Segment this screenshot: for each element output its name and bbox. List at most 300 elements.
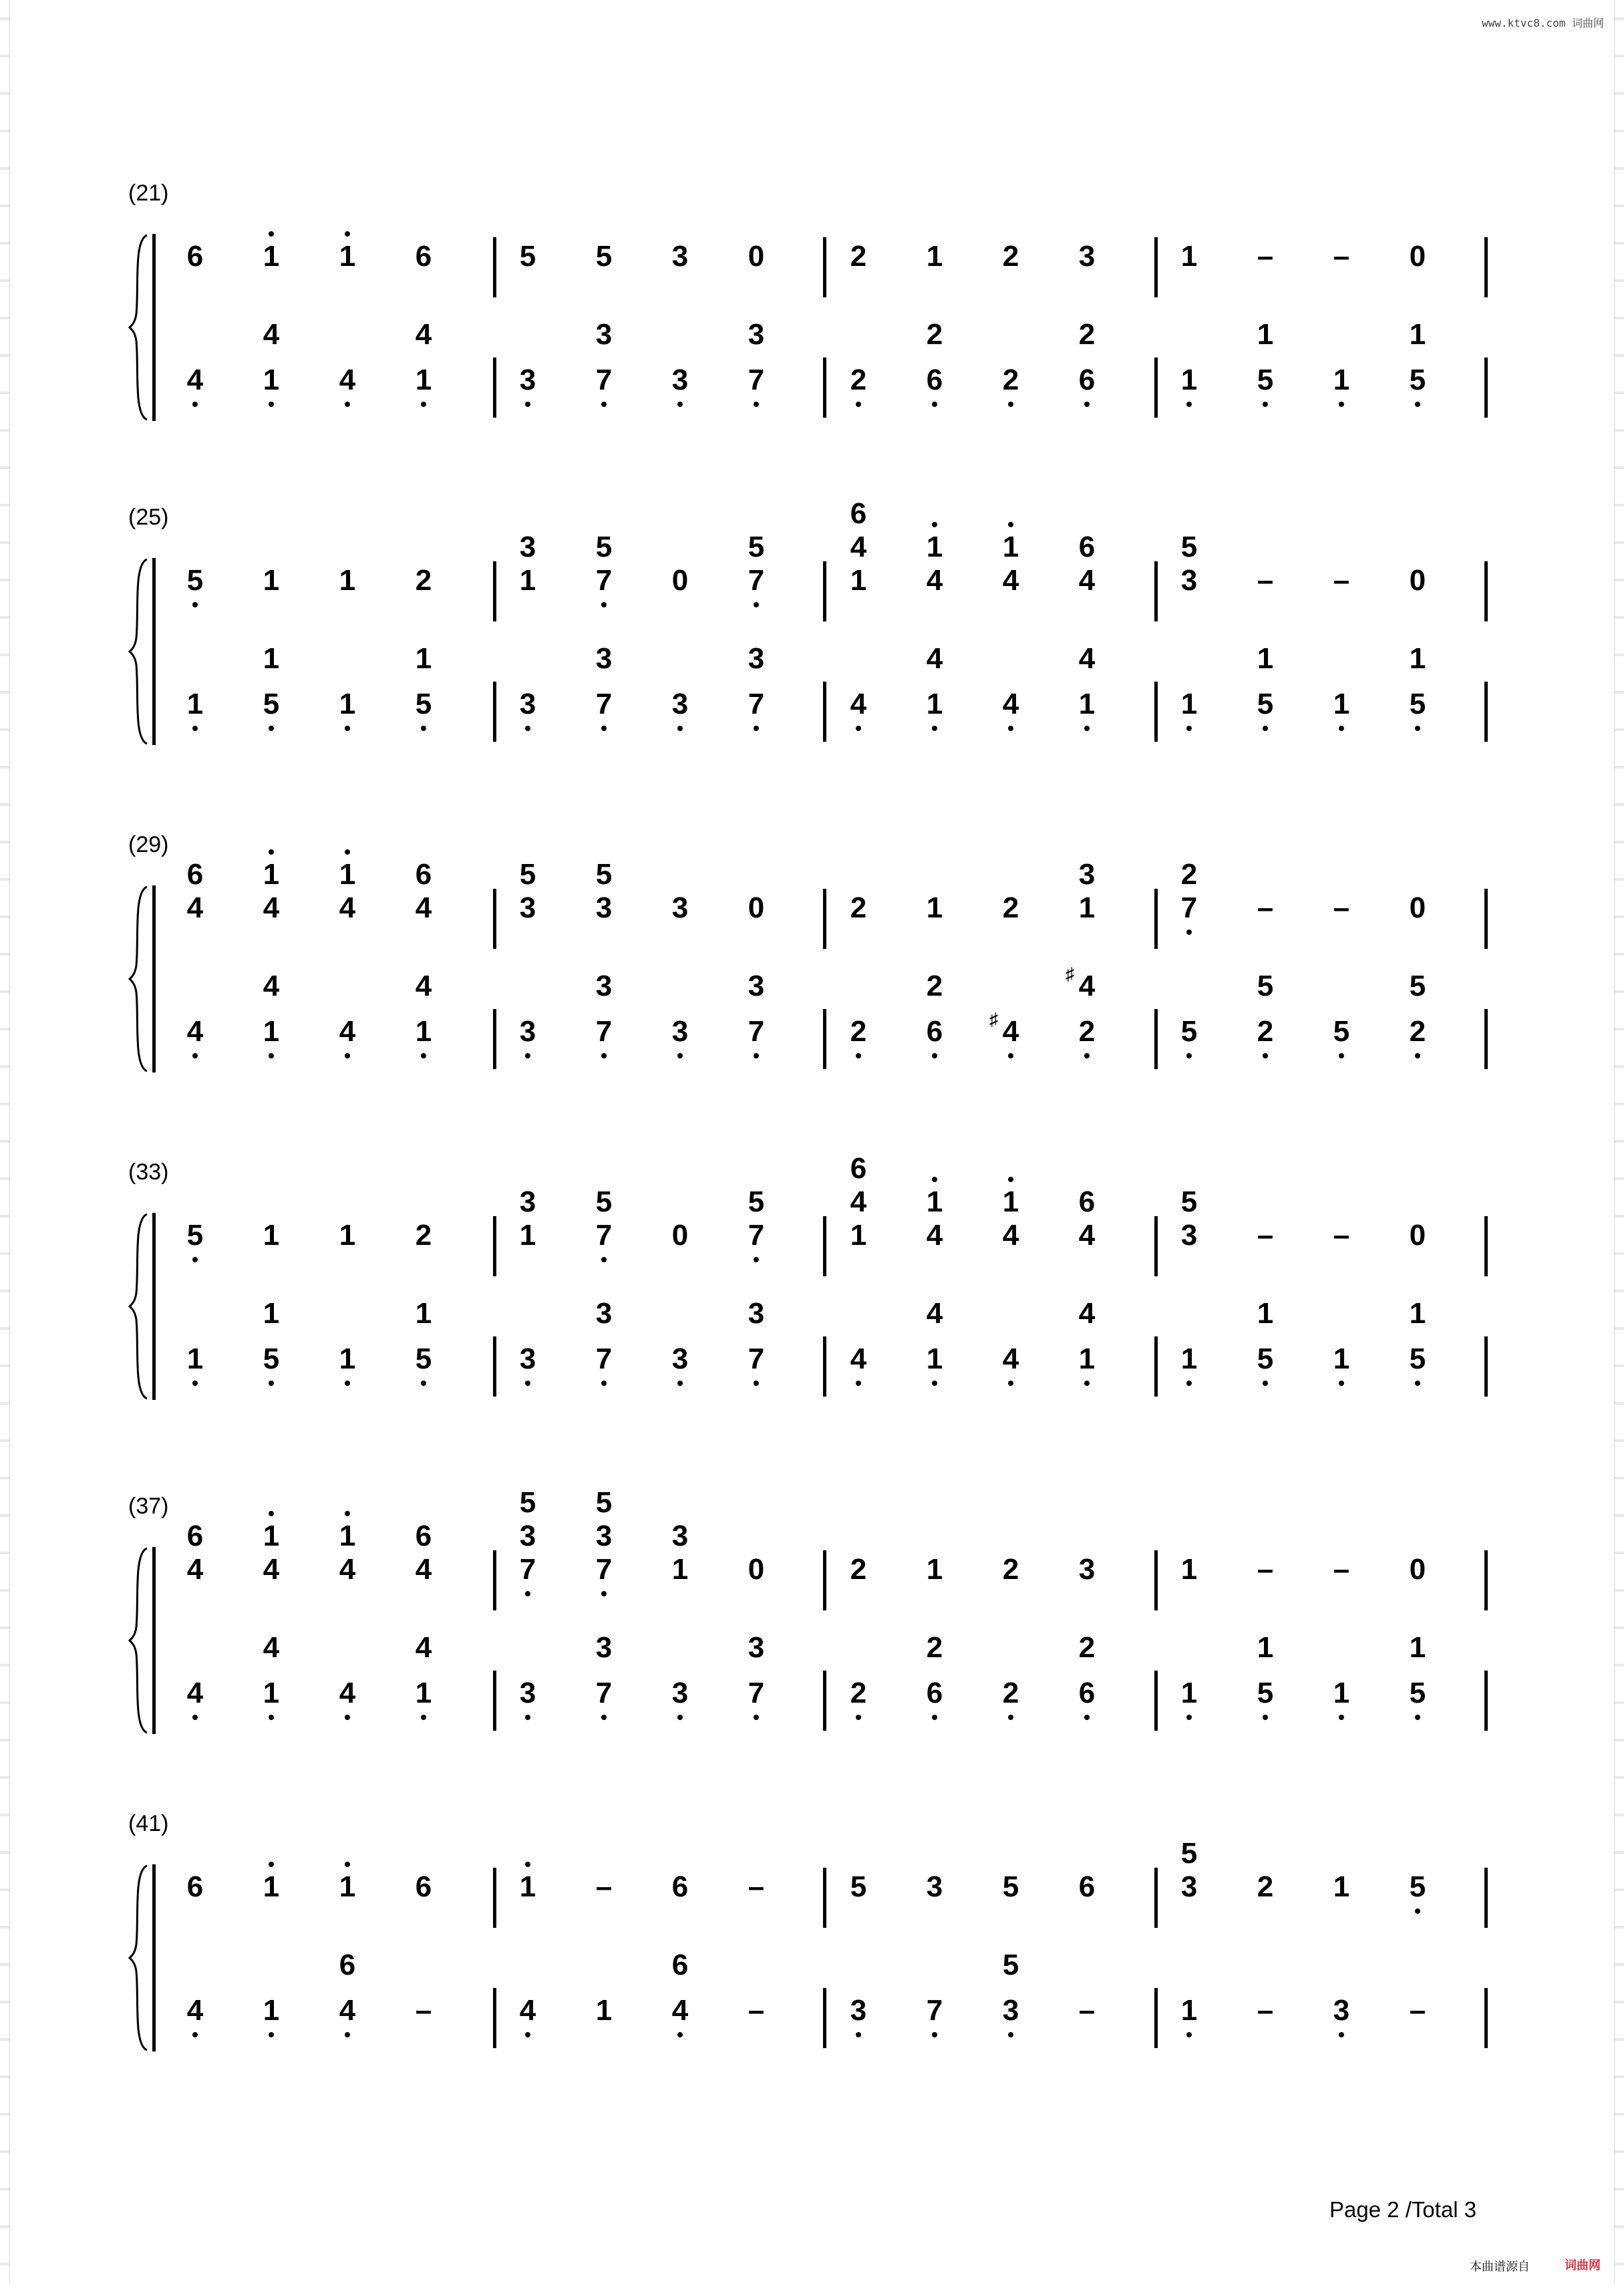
upper-note: 6	[850, 1152, 867, 1185]
octave-dot-above	[345, 849, 350, 855]
octave-dot-below	[269, 726, 274, 731]
lower-note: 1	[1409, 1297, 1426, 1330]
lower-note: 3	[519, 1015, 536, 1048]
octave-dot-below	[1084, 1381, 1090, 1386]
upper-note: 6	[415, 240, 432, 273]
lower-note: 3	[671, 1015, 689, 1048]
lower-note: 4	[339, 1994, 356, 2027]
octave-dot-below	[932, 1715, 937, 1720]
octave-dot-below	[601, 1053, 607, 1058]
upper-note: 0	[1409, 1553, 1426, 1586]
upper-note: 3	[595, 1520, 613, 1552]
octave-dot-below	[601, 602, 607, 607]
upper-note: 1	[263, 564, 280, 597]
barline	[823, 1336, 826, 1397]
lower-note: 2	[1257, 1015, 1274, 1048]
lower-note: –	[1409, 1994, 1426, 2027]
lower-note: 3	[595, 1631, 613, 1664]
upper-note: 2	[850, 240, 867, 273]
barline	[1154, 1550, 1158, 1610]
lower-note: 4	[1002, 688, 1019, 720]
lower-note: 2	[926, 970, 943, 1002]
lower-note: 4	[1002, 1015, 1019, 1048]
lower-note: 3	[748, 642, 765, 675]
octave-dot-below	[525, 1053, 530, 1058]
octave-dot-above	[345, 1862, 350, 1867]
lower-note: 1	[926, 688, 943, 720]
upper-note: 6	[186, 240, 204, 273]
octave-dot-above	[932, 522, 937, 527]
upper-note: 4	[1002, 1219, 1019, 1252]
octave-dot-below	[1084, 1715, 1090, 1720]
barline	[493, 682, 496, 742]
barline	[1484, 1868, 1488, 1928]
upper-note: –	[1333, 564, 1350, 597]
lower-note: –	[415, 1994, 432, 2027]
lower-note: 4	[415, 1631, 432, 1664]
upper-note: –	[1333, 1219, 1350, 1252]
upper-note: 5	[1002, 1870, 1019, 1903]
upper-note: 0	[1409, 1219, 1426, 1252]
upper-note: 3	[1078, 1553, 1096, 1586]
lower-note: 5	[415, 688, 432, 720]
octave-dot-above	[269, 1511, 274, 1516]
upper-note: 2	[850, 891, 867, 924]
lower-note: 1	[1333, 364, 1350, 396]
lower-note: 1	[1078, 688, 1096, 720]
upper-note: 3	[595, 891, 613, 924]
octave-dot-below	[601, 1715, 607, 1720]
lower-note: 1	[415, 1677, 432, 1709]
lower-note: 3	[748, 970, 765, 1002]
barline	[1154, 1216, 1158, 1276]
lower-note: 7	[748, 1342, 765, 1375]
octave-dot-below	[754, 726, 759, 731]
octave-dot-below	[1339, 1381, 1344, 1386]
octave-dot-below	[345, 2032, 350, 2037]
octave-dot-below	[1263, 1053, 1268, 1058]
lower-note: 1	[1333, 1677, 1350, 1709]
lower-note: 4	[263, 318, 280, 351]
octave-dot-below	[1008, 1715, 1013, 1720]
lower-note: 2	[1002, 1677, 1019, 1709]
lower-note: 3	[595, 642, 613, 675]
lower-note: 1	[1409, 318, 1426, 351]
grand-staff-brace	[127, 234, 154, 421]
upper-note: 1	[850, 1219, 867, 1252]
upper-note: 2	[1002, 240, 1019, 273]
octave-dot-above	[1008, 1177, 1013, 1182]
octave-dot-below	[1008, 2032, 1013, 2037]
octave-dot-above	[269, 1862, 274, 1867]
octave-dot-above	[345, 231, 350, 237]
upper-note: 2	[1002, 1553, 1019, 1586]
upper-note: 7	[1180, 891, 1198, 924]
octave-dot-below	[1263, 726, 1268, 731]
octave-dot-below	[677, 402, 683, 407]
upper-note: 4	[1078, 1219, 1096, 1252]
lower-note: 3	[519, 1342, 536, 1375]
octave-dot-below	[932, 2032, 937, 2037]
lower-note: 2	[926, 1631, 943, 1664]
upper-note: 1	[926, 891, 943, 924]
octave-dot-below	[932, 1053, 937, 1058]
octave-dot-below	[1415, 1908, 1420, 1914]
lower-note: 6	[1078, 364, 1096, 396]
octave-dot-below	[1339, 726, 1344, 731]
octave-dot-below	[345, 726, 350, 731]
lower-note: 1	[186, 688, 204, 720]
upper-note: 0	[748, 1553, 765, 1586]
barline	[823, 1009, 826, 1069]
upper-note: 6	[415, 858, 432, 891]
grand-staff-brace	[127, 1864, 154, 2051]
octave-dot-below	[677, 2032, 683, 2037]
lower-note: 6	[339, 1949, 356, 1981]
lower-note: 4	[186, 1677, 204, 1709]
octave-dot-above	[525, 1862, 530, 1867]
upper-note: 1	[926, 1185, 943, 1218]
lower-note: 4	[850, 1342, 867, 1375]
lower-note: 1	[1409, 642, 1426, 675]
octave-dot-below	[345, 402, 350, 407]
lower-note: 6	[926, 1015, 943, 1048]
upper-note: 1	[339, 1520, 356, 1552]
octave-dot-below	[856, 1381, 861, 1386]
lower-note: 3	[748, 1631, 765, 1664]
system-start-barline	[152, 1864, 156, 2051]
upper-note: 5	[519, 1486, 536, 1519]
upper-note: 0	[1409, 240, 1426, 273]
source-note: 本曲谱源自	[1470, 2260, 1530, 2273]
octave-dot-below	[192, 726, 198, 731]
lower-note: 4	[186, 364, 204, 396]
barline	[1484, 1216, 1488, 1276]
octave-dot-below	[1263, 1715, 1268, 1720]
lower-note: 5	[1257, 970, 1274, 1002]
upper-note: 5	[1409, 1870, 1426, 1903]
lower-note: 3	[748, 318, 765, 351]
barline	[1484, 889, 1488, 949]
upper-note: 4	[339, 891, 356, 924]
lower-note: 3	[1333, 1994, 1350, 2027]
octave-dot-below	[856, 1053, 861, 1058]
octave-dot-below	[601, 1257, 607, 1262]
octave-dot-below	[1186, 2032, 1192, 2037]
octave-dot-below	[1084, 402, 1090, 407]
lower-note: 1	[1180, 688, 1198, 720]
barline	[823, 1550, 826, 1610]
octave-dot-below	[1084, 726, 1090, 731]
upper-note: 5	[186, 564, 204, 597]
upper-note: 7	[748, 1219, 765, 1252]
lower-note: 3	[1002, 1994, 1019, 2027]
upper-note: 3	[671, 1520, 689, 1552]
lower-note: 1	[339, 1342, 356, 1375]
octave-dot-below	[192, 1053, 198, 1058]
barline	[493, 889, 496, 949]
barline	[1484, 1550, 1488, 1610]
lower-note: 3	[671, 1677, 689, 1709]
lower-note: 1	[1180, 364, 1198, 396]
upper-note: 3	[519, 891, 536, 924]
lower-note: 1	[339, 688, 356, 720]
lower-note: 1	[1078, 1342, 1096, 1375]
upper-note: 3	[519, 1520, 536, 1552]
lower-note: 5	[263, 1342, 280, 1375]
octave-dot-below	[269, 1053, 274, 1058]
lower-note: 4	[1078, 970, 1096, 1002]
upper-note: 6	[671, 1870, 689, 1903]
octave-dot-below	[1008, 1381, 1013, 1386]
octave-dot-below	[1339, 2032, 1344, 2037]
upper-note: –	[1257, 1219, 1274, 1252]
system-start-barline	[152, 558, 156, 745]
octave-dot-below	[601, 1381, 607, 1386]
upper-note: –	[1257, 891, 1274, 924]
upper-note: 5	[748, 531, 765, 563]
lower-note: 5	[1409, 364, 1426, 396]
octave-dot-below	[856, 402, 861, 407]
upper-note: 5	[519, 240, 536, 273]
octave-dot-below	[1186, 1381, 1192, 1386]
upper-note: 5	[595, 1486, 613, 1519]
octave-dot-below	[192, 2032, 198, 2037]
lower-note: 4	[519, 1994, 536, 2027]
upper-note: 3	[1180, 1219, 1198, 1252]
lower-note: 2	[1078, 1015, 1096, 1048]
upper-note: 1	[519, 1870, 536, 1903]
upper-note: 5	[1180, 1837, 1198, 1870]
barline	[493, 358, 496, 418]
site-logo: 词曲网	[1565, 2259, 1601, 2272]
upper-note: 3	[926, 1870, 943, 1903]
octave-dot-below	[754, 1257, 759, 1262]
octave-dot-below	[192, 602, 198, 607]
barline	[1154, 1988, 1158, 2048]
octave-dot-below	[932, 1381, 937, 1386]
sharp-sign: ♯	[1066, 964, 1074, 984]
lower-note: 1	[186, 1342, 204, 1375]
lower-note: 4	[850, 688, 867, 720]
upper-note: –	[1257, 1553, 1274, 1586]
octave-dot-below	[525, 1381, 530, 1386]
barline	[823, 889, 826, 949]
lower-note: 4	[339, 364, 356, 396]
barline	[823, 237, 826, 297]
upper-note: 6	[186, 1520, 204, 1552]
barline	[823, 561, 826, 621]
lower-note: –	[748, 1994, 765, 2027]
upper-note: 0	[748, 240, 765, 273]
lower-note: 3	[519, 688, 536, 720]
barline	[823, 1868, 826, 1928]
octave-dot-below	[1186, 930, 1192, 935]
octave-dot-below	[601, 402, 607, 407]
lower-note: –	[1257, 1994, 1274, 2027]
lower-note: 6	[926, 364, 943, 396]
system-start-barline	[152, 234, 156, 421]
lower-note: 1	[415, 642, 432, 675]
upper-note: 4	[339, 1553, 356, 1586]
upper-note: 4	[415, 1553, 432, 1586]
octave-dot-below	[269, 2032, 274, 2037]
upper-note: 2	[1257, 1870, 1274, 1903]
lower-note: 2	[850, 1677, 867, 1709]
upper-note: 1	[519, 1219, 536, 1252]
upper-note: 4	[850, 1185, 867, 1218]
lower-note: 7	[748, 688, 765, 720]
upper-note: 7	[595, 1219, 613, 1252]
octave-dot-below	[192, 1257, 198, 1262]
octave-dot-below	[1415, 1053, 1420, 1058]
upper-note: 3	[519, 1185, 536, 1218]
octave-dot-below	[1186, 1053, 1192, 1058]
lower-note: 5	[1257, 1677, 1274, 1709]
lower-note: 1	[415, 1015, 432, 1048]
lower-note: 4	[1078, 642, 1096, 675]
upper-note: 3	[519, 531, 536, 563]
barline	[1484, 1988, 1488, 2048]
octave-dot-below	[1263, 1381, 1268, 1386]
upper-note: 3	[1180, 564, 1198, 597]
lower-note: 4	[186, 1015, 204, 1048]
lower-note: 2	[1002, 364, 1019, 396]
octave-dot-below	[677, 1053, 683, 1058]
octave-dot-below	[677, 1381, 683, 1386]
upper-note: 1	[1333, 1870, 1350, 1903]
lower-note: 3	[671, 688, 689, 720]
lower-note: 1	[1180, 1677, 1198, 1709]
octave-dot-above	[269, 849, 274, 855]
upper-note: 5	[1180, 531, 1198, 563]
upper-note: 1	[263, 1520, 280, 1552]
lower-note: 3	[671, 364, 689, 396]
octave-dot-above	[269, 231, 274, 237]
lower-note: 1	[595, 1994, 613, 2027]
upper-note: 6	[1078, 531, 1096, 563]
upper-note: 1	[1002, 531, 1019, 563]
system-start-barline	[152, 885, 156, 1073]
octave-dot-below	[1084, 1053, 1090, 1058]
barline	[1154, 1671, 1158, 1731]
octave-dot-below	[192, 1715, 198, 1720]
measure-number: (41)	[128, 1811, 169, 1836]
upper-note: –	[1333, 891, 1350, 924]
upper-note: –	[595, 1870, 613, 1903]
octave-dot-below	[1415, 1381, 1420, 1386]
octave-dot-below	[421, 1715, 426, 1720]
barline	[1154, 1336, 1158, 1397]
lower-note: 6	[926, 1677, 943, 1709]
lower-note: 1	[263, 642, 280, 675]
barline	[823, 682, 826, 742]
upper-note: 6	[186, 1870, 204, 1903]
lower-note: 4	[415, 318, 432, 351]
lower-note: 1	[263, 1297, 280, 1330]
upper-note: 5	[595, 531, 613, 563]
octave-dot-above	[932, 1177, 937, 1182]
octave-dot-below	[269, 1381, 274, 1386]
upper-note: 1	[339, 1870, 356, 1903]
octave-dot-below	[1008, 402, 1013, 407]
octave-dot-below	[525, 1591, 530, 1596]
octave-dot-below	[525, 2032, 530, 2037]
upper-note: 5	[186, 1219, 204, 1252]
octave-dot-below	[269, 1715, 274, 1720]
lower-note: 4	[926, 1297, 943, 1330]
lower-note: 5	[1333, 1015, 1350, 1048]
lower-note: 3	[519, 364, 536, 396]
page-indicator: Page 2 /Total 3	[1329, 2197, 1477, 2222]
octave-dot-below	[754, 1381, 759, 1386]
octave-dot-below	[754, 1053, 759, 1058]
octave-dot-below	[856, 2032, 861, 2037]
octave-dot-below	[932, 402, 937, 407]
octave-dot-below	[525, 726, 530, 731]
upper-note: –	[1333, 240, 1350, 273]
octave-dot-below	[1186, 402, 1192, 407]
lower-note: 4	[415, 970, 432, 1002]
lower-note: 5	[1257, 1342, 1274, 1375]
system-start-barline	[152, 1547, 156, 1734]
lower-note: 3	[850, 1994, 867, 2027]
lower-note: 7	[748, 1015, 765, 1048]
barline	[493, 1009, 496, 1069]
octave-dot-below	[1263, 402, 1268, 407]
octave-dot-below	[1008, 1053, 1013, 1058]
left-margin-strip	[0, 0, 10, 2284]
lower-note: 2	[850, 364, 867, 396]
measure-number: (37)	[128, 1493, 169, 1519]
upper-note: 1	[850, 564, 867, 597]
octave-dot-below	[1415, 726, 1420, 731]
upper-note: 1	[339, 564, 356, 597]
octave-dot-above	[1008, 522, 1013, 527]
upper-note: 0	[1409, 564, 1426, 597]
lower-note: 4	[926, 642, 943, 675]
upper-note: 5	[1180, 1185, 1198, 1218]
barline	[1154, 682, 1158, 742]
barline	[493, 1868, 496, 1928]
octave-dot-below	[677, 726, 683, 731]
upper-note: 4	[263, 891, 280, 924]
right-margin-strip	[1614, 0, 1624, 2284]
upper-note: 0	[748, 891, 765, 924]
upper-note: 2	[1002, 891, 1019, 924]
octave-dot-below	[345, 1053, 350, 1058]
upper-note: 5	[850, 1870, 867, 1903]
lower-note: 5	[1002, 1949, 1019, 1981]
lower-note: 7	[748, 1677, 765, 1709]
lower-note: 1	[1180, 1994, 1198, 2027]
lower-note: 1	[1257, 1631, 1274, 1664]
upper-note: 1	[1180, 240, 1198, 273]
upper-note: 1	[1002, 1185, 1019, 1218]
lower-note: 5	[1409, 688, 1426, 720]
grand-staff-brace	[127, 885, 154, 1073]
measure-number: (25)	[128, 505, 169, 530]
octave-dot-below	[601, 1591, 607, 1596]
octave-dot-below	[677, 1715, 683, 1720]
upper-note: 4	[1002, 564, 1019, 597]
barline	[1484, 1336, 1488, 1397]
barline	[823, 358, 826, 418]
site-url: www.ktvc8.com 词曲网	[1482, 17, 1604, 29]
octave-dot-below	[345, 1381, 350, 1386]
upper-note: 1	[926, 240, 943, 273]
octave-dot-below	[856, 1715, 861, 1720]
